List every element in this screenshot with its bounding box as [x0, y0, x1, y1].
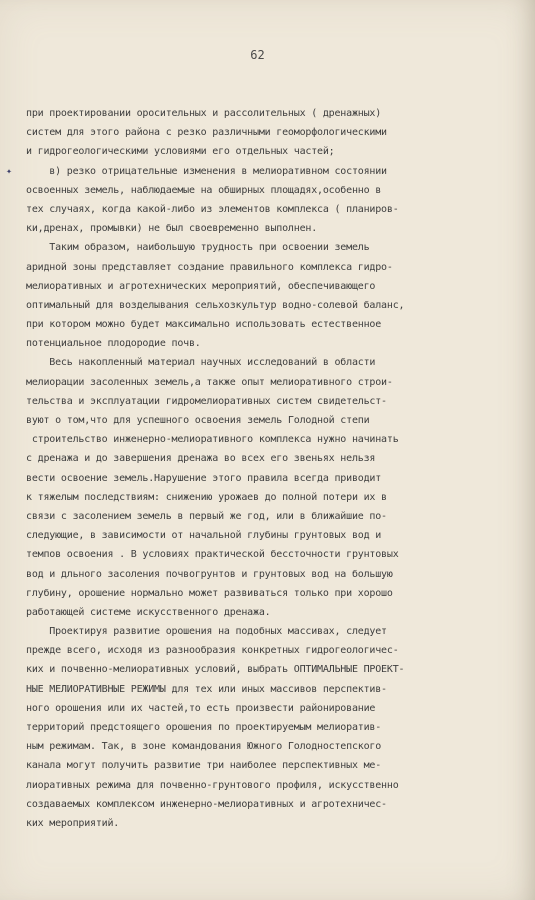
page-number: 62 [250, 48, 265, 62]
text-line: в) резко отрицательные изменения в мелиоративном состоянии [26, 165, 387, 177]
text-line: тех случаях, когда какой-либо из элементов комплекса ( планиров- [26, 203, 399, 215]
text-line: лиоративных режима для почвенно-грунтового профиля, искусственно [26, 779, 399, 791]
text-line: потенциальное плодородие почв. [26, 338, 201, 350]
text-line: территорий предстоящего орошения по проектируемым мелиоратив- [26, 722, 382, 733]
text-line: ких мероприятий. [26, 817, 120, 829]
text-line: Весь накопленный материал научных исследований в области [26, 357, 376, 369]
text-line: тельства и эксплуатации гидромелиоративных систем свидетельст- [26, 395, 387, 407]
text-line: НЫЕ МЕЛИОРАТИВНЫЕ РЕЖИМЫ для тех или иных массивов перспектив- [26, 683, 387, 695]
text-line: систем для этого района с резко различными геоморфологическими [26, 127, 387, 139]
margin-mark-icon: ✦ [6, 166, 13, 177]
text-line: при котором можно будет максимально использовать естественное [26, 319, 382, 331]
text-line: при проектировании оросительных и рассолительных ( дренажных) [26, 108, 382, 119]
text-line: создаваемых комплексом инженерно-мелиоративных и агротехничес- [26, 798, 387, 810]
text-line: аридной зоны представляет создание правильного комплекса гидро- [26, 261, 393, 273]
text-line: мелиоративных и агротехнических мероприятий, обеспечивающего [26, 280, 376, 292]
text-line: ки,дренах, промывки) не был своевременно выполнен. [26, 223, 318, 235]
text-line: ких и почвенно-мелиоративных условий, выбрать ОПТИМАЛЬНЫЕ ПРОЕКТ- [26, 664, 405, 676]
document-body [26, 104, 526, 833]
text-line: следующие, в зависимости от начальной глубины грунтовых вод и [26, 530, 382, 542]
text-line: глубину, орошение нормально может развиваться только при хорошо [26, 587, 393, 599]
text-line: Таким образом, наибольшую трудность при освоении земель [26, 242, 370, 254]
text-line: ного орошения или их частей,то есть произвести районирование [26, 702, 376, 714]
text-line: прежде всего, исходя из разнообразия конкретных гидрогеологичес- [26, 645, 399, 657]
text-line: оптимальный для возделывания сельхозкультур водно-солевой баланс, [26, 299, 405, 311]
text-line: освоенных земель, наблюдаемые на обширных площадях,особенно в [26, 184, 382, 196]
text-line: мелиорации засоленных земель,а также опыт мелиоративного строи- [26, 376, 393, 388]
text-line: вод и дльного засоления почвогрунтов и грунтовых вод на большую [26, 568, 393, 580]
text-line: канала могут получить развитие три наиболее перспективных ме- [26, 760, 382, 772]
text-line: вести освоение земель.Нарушение этого правила всегда приводит [26, 472, 382, 484]
text-line: с дренажа и до завершения дренажа во всех его звеньях нельзя [26, 453, 376, 465]
text-line: Проектируя развитие орошения на подобных массивах, следует [26, 626, 387, 638]
text-line: вуют о том,что для успешного освоения земель Голодной степи [26, 415, 370, 426]
text-line: ным режимам. Так, в зоне командования Южного Голодностепского [26, 741, 382, 753]
text-line: темпов освоения . В условиях практической бессточности грунтовых [26, 549, 399, 561]
text-line: связи с засолением земель в первый же год, или в ближайшие по- [26, 510, 387, 522]
text-line: к тяжелым последствиям: снижению урожаев до полной потери их в [26, 491, 387, 503]
text-line: работающей системе искусственного дренажа. [26, 606, 271, 618]
text-line: и гидрогеологическими условиями его отдельных частей; [26, 146, 335, 158]
text-line: строительство инженерно-мелиоративного комплекса нужно начинать [26, 434, 399, 446]
